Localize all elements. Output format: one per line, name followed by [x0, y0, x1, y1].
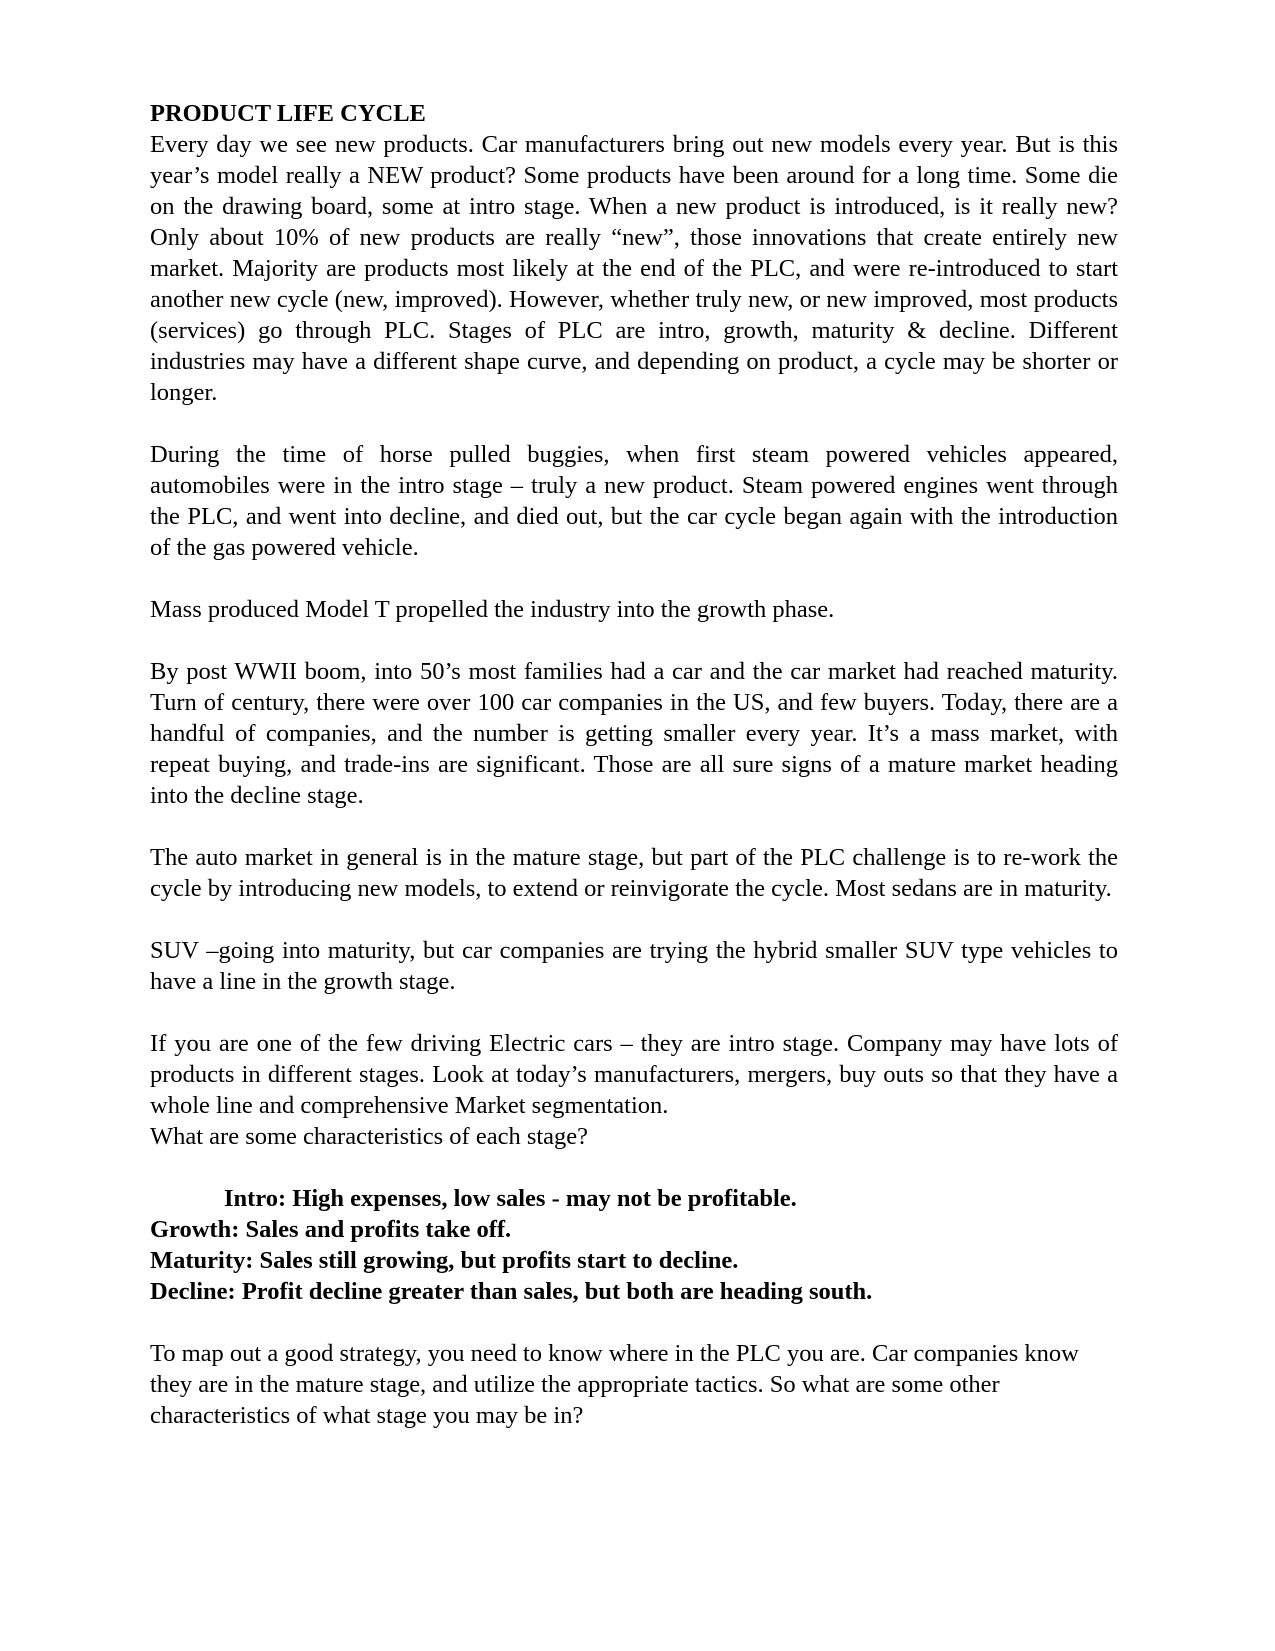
document-page	[150, 98, 1118, 1462]
document-title: PRODUCT LIFE CYCLE	[150, 100, 426, 127]
stage-characteristics-list	[150, 1183, 1118, 1307]
stage-growth: Growth: Sales and profits take off.	[150, 1216, 512, 1243]
stage-decline: Decline: Profit decline greater than sales, but both are heading south.	[150, 1278, 873, 1305]
paragraph-model-t: Mass produced Model T propelled the industry into the growth phase.	[150, 596, 835, 623]
stage-question: What are some characteristics of each stage?	[150, 1123, 589, 1150]
paragraph-auto-market: The auto market in general is in the mature stage, but part of the PLC challenge is to re-work the cycle by introducing new models, to extend or reinvigorate the cycle. Most sedans are in maturity.	[150, 844, 1118, 902]
paragraph-steam-vehicles: During the time of horse pulled buggies, when first steam powered vehicles appeared, automobiles were in the intro stage – truly a new product. Steam powered engines went through the PLC, and went into decline, and died out, but the car cycle began again with the introduction of the gas powered vehicle.	[150, 441, 1118, 561]
stage-maturity: Maturity: Sales still growing, but profits start to decline.	[150, 1247, 739, 1274]
paragraph-plc-intro: Every day we see new products. Car manufacturers bring out new models every year. But is this year’s model really a NEW product? Some products have been around for a long time. Some die on the drawing board, some at intro stage. When a new product is introduced, is it really new? Only about 10% of new products are really “new”, those innovations that create entirely new market. Majority are products most likely at the end of the PLC, and were re-introduced to start another new cycle (new, improved). However, whether truly new, or new improved, most products (services) go through PLC. Stages of PLC are intro, growth, maturity & decline. Different industries may have a different shape curve, and depending on product, a cycle may be shorter or longer.	[150, 131, 1118, 406]
stage-intro: Intro: High expenses, low sales - may not be profitable.	[224, 1185, 797, 1212]
paragraph-suv: SUV –going into maturity, but car companies are trying the hybrid smaller SUV type vehicles to have a line in the growth stage.	[150, 937, 1118, 995]
paragraph-maturity: By post WWII boom, into 50’s most families had a car and the car market had reached maturity. Turn of century, there were over 100 car companies in the US, and few buyers. Today, there are a handful of companies, and the number is getting smaller every year. It’s a mass market, with repeat buying, and trade-ins are significant. Those are all sure signs of a mature market heading into the decline stage.	[150, 658, 1118, 809]
paragraph-closing: To map out a good strategy, you need to know where in the PLC you are. Car companies know they are in the mature stage, and utilize the appropriate tactics. So what are some other characteristics of what stage you may be in?	[150, 1340, 1079, 1429]
paragraph-electric-cars: If you are one of the few driving Electric cars – they are intro stage. Company may have lots of products in different stages. Look at today’s manufacturers, mergers, buy outs so that they have a whole line and comprehensive Market segmentation.	[150, 1030, 1118, 1119]
